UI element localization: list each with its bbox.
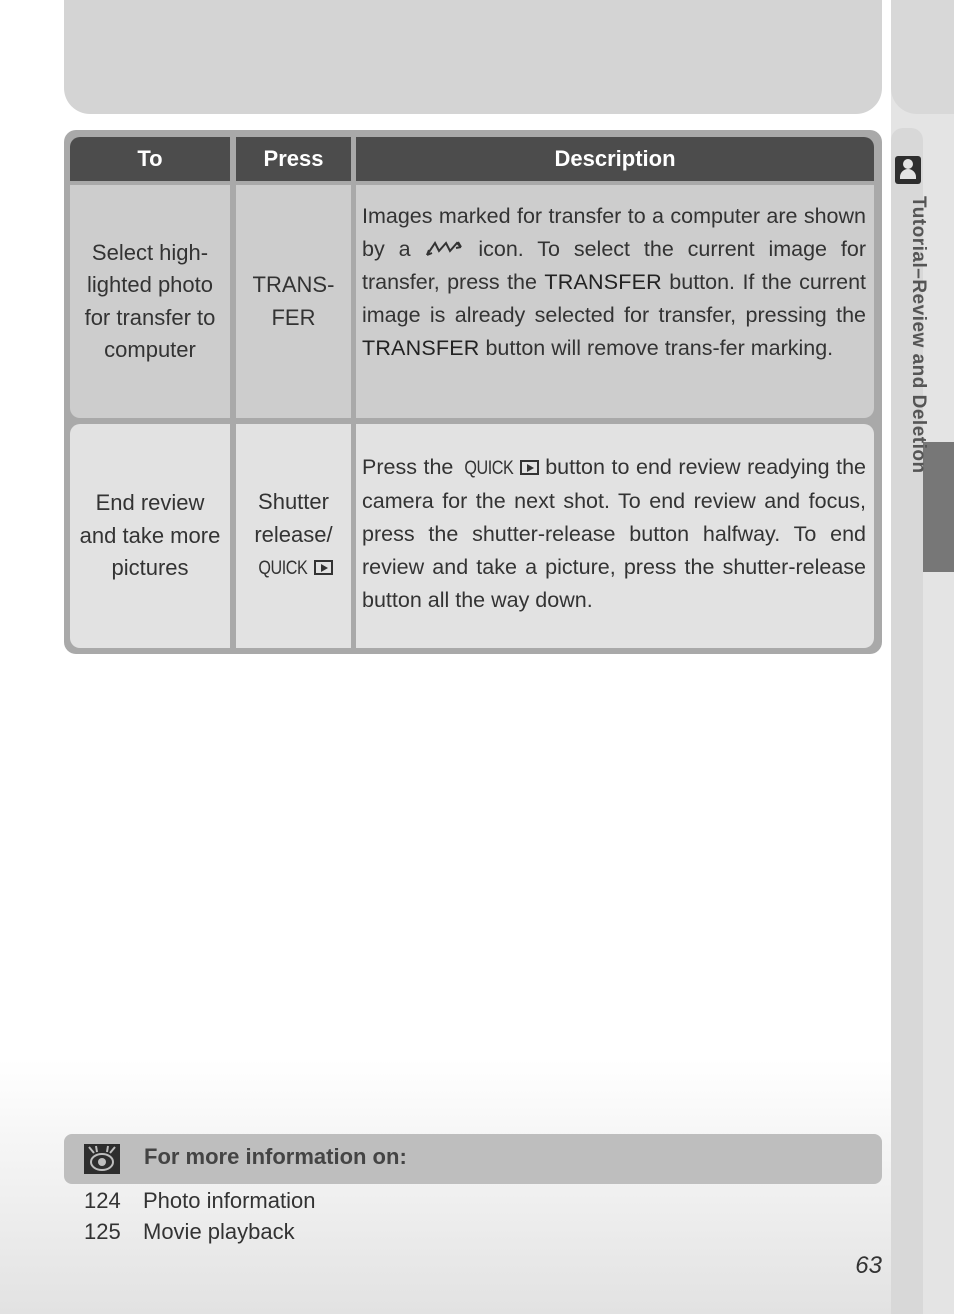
header-press: Press <box>236 137 351 181</box>
table-row-2-to: End review and take more pictures <box>70 424 230 648</box>
eye-icon <box>84 1144 120 1174</box>
portrait-mode-icon <box>895 156 921 184</box>
table-row-1-to: Select high- lighted photo for transfer to computer <box>70 185 230 418</box>
transfer-icon <box>424 239 464 259</box>
quick-label: QUICK <box>258 558 308 580</box>
page-number: 63 <box>855 1252 882 1279</box>
more-info-title: For more information on: <box>144 1144 407 1169</box>
header-description: Description <box>356 137 874 181</box>
side-top-cap <box>891 0 954 114</box>
top-panel <box>64 0 882 114</box>
table-row-1-press: TRANS- FER <box>236 185 351 418</box>
table-row-2-description: Press the QUICK button to end review readying the camera for the next shot. To end review and focus, press the shutter-release button halfway. To end review and take a picture, press the shutter-release button all the way down. <box>356 424 874 648</box>
table-row-1-description: Images marked for transfer to a computer are shown by a icon. To select the current image for transfer, press the TRANSFER button. If the current image is already selected for transfer, pressing the TRANSFER button will remove trans-fer marking. <box>356 185 874 418</box>
playback-icon <box>314 560 333 575</box>
playback-icon <box>520 460 539 475</box>
quick-label: QUICK <box>464 458 514 479</box>
chapter-label: Tutorial–Review and Deletion <box>908 196 929 474</box>
header-to: To <box>70 137 230 181</box>
table-row-2-press: Shutter release/ QUICK <box>236 424 351 648</box>
